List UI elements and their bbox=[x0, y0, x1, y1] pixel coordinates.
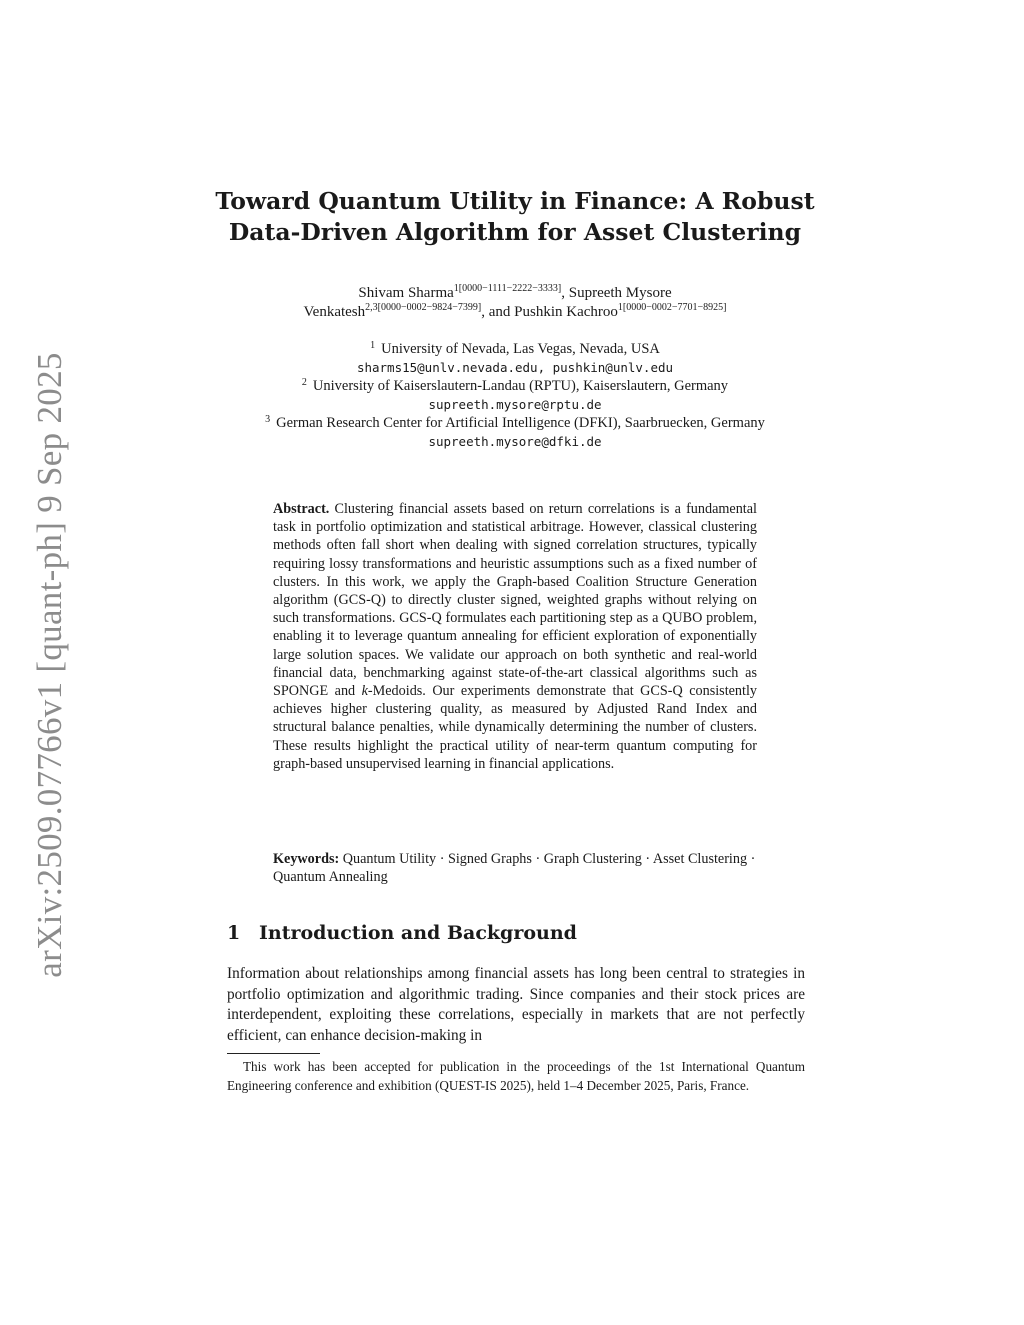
abstract-text-b: -Medoids. Our experiments demonstrate that GCS-Q consistently achieves higher clustering quality, as measured by Adjusted Rand Index and structural balance penalties, while dynamically determining the number of clusters. These results highlight the practical utility of near-term quantum computing for graph-based unsupervised learning in financial applications. bbox=[273, 683, 757, 772]
paper-title bbox=[150, 186, 880, 248]
affiliation-2-number: 2 bbox=[301, 377, 307, 388]
author-list bbox=[200, 284, 830, 322]
keywords-text: Quantum Utility · Signed Graphs · Graph Clustering · Asset Clustering · Quantum Annealing bbox=[273, 851, 756, 886]
affiliation-1-email: sharms15@unlv.nevada.edu, pushkin@unlv.edu bbox=[356, 359, 674, 375]
author-2-orcid: 2,3[0000−0002−9824−7399] bbox=[365, 302, 482, 313]
section-title: Introduction and Background bbox=[259, 922, 577, 944]
affiliation-2 bbox=[170, 377, 860, 396]
section-number: 1 bbox=[227, 922, 241, 944]
affiliation-3-email: supreeth.mysore@dfki.de bbox=[428, 433, 602, 449]
author-1-name: Shivam Sharma bbox=[358, 285, 454, 301]
author-separator: , Supreeth Mysore bbox=[561, 285, 672, 301]
author-3-orcid: 1[0000−0002−7701−8925] bbox=[617, 302, 727, 313]
section-heading bbox=[227, 922, 577, 944]
affiliation-3 bbox=[170, 414, 860, 433]
author-1-orcid: 1[0000−1111−2222−3333] bbox=[453, 283, 562, 294]
footnote-rule bbox=[227, 1053, 320, 1054]
affiliation-1 bbox=[170, 340, 860, 359]
author-3-name: , and Pushkin Kachroo bbox=[481, 304, 618, 320]
intro-paragraph: Information about relationships among financial assets has long been central to strategies in portfolio optimization and algorithmic trading. Since companies and their stock prices are interdependent, exploiting these correlations, especially in markets that are not perfectly efficient, can enhance decision-making in bbox=[227, 965, 805, 1044]
abstract-k: k bbox=[361, 683, 368, 700]
abstract bbox=[273, 500, 757, 773]
affiliation-1-name: University of Nevada, Las Vegas, Nevada, USA bbox=[381, 341, 660, 357]
footnote: This work has been accepted for publication in the proceedings of the 1st International Quantum Engineering conference and exhibition (QUEST-IS 2025), held 1–4 December 2025, Paris, France. bbox=[227, 1059, 805, 1093]
affiliation-3-name: German Research Center for Artificial Intelligence (DFKI), Saarbruecken, Germany bbox=[276, 415, 765, 431]
keywords bbox=[273, 850, 757, 886]
affiliation-1-number: 1 bbox=[370, 340, 376, 351]
abstract-text-a: Clustering financial assets based on return correlations is a fundamental task in portfolio optimization and statistical arbitrage. However, classical clustering methods often fall short when dealing with signed correlation structures, typically requiring lossy transformations and heuristic assumptions such as a fixed number of clusters. In this work, we apply the Graph-based Coalition Structure Generation algorithm (GCS-Q) to directly cluster signed, weighted graphs without relying on such transformations. GCS-Q formulates each partitioning step as a QUBO problem, enabling it to leverage quantum annealing for efficient exploration of exponentially large solution spaces. We validate our approach on both synthetic and real-world financial data, benchmarking against state-of-the-art classical algorithms such as SPONGE and bbox=[273, 501, 757, 700]
affiliation-2-name: University of Kaiserslautern-Landau (RPTU), Kaiserslautern, Germany bbox=[312, 378, 729, 394]
arxiv-identifier: arXiv:2509.07766v1 [quant-ph] 9 Sep 2025 bbox=[30, 352, 69, 978]
affiliation-2-email: supreeth.mysore@rptu.de bbox=[428, 396, 602, 412]
affiliations bbox=[170, 340, 860, 451]
title-line-1: Toward Quantum Utility in Finance: A Robust bbox=[215, 187, 815, 215]
abstract-label: Abstract. bbox=[273, 501, 330, 517]
title-line-2: Data-Driven Algorithm for Asset Clustering bbox=[228, 218, 802, 246]
author-2-name: Venkatesh bbox=[303, 304, 366, 320]
keywords-label: Keywords: bbox=[273, 851, 340, 867]
affiliation-3-number: 3 bbox=[265, 414, 271, 425]
